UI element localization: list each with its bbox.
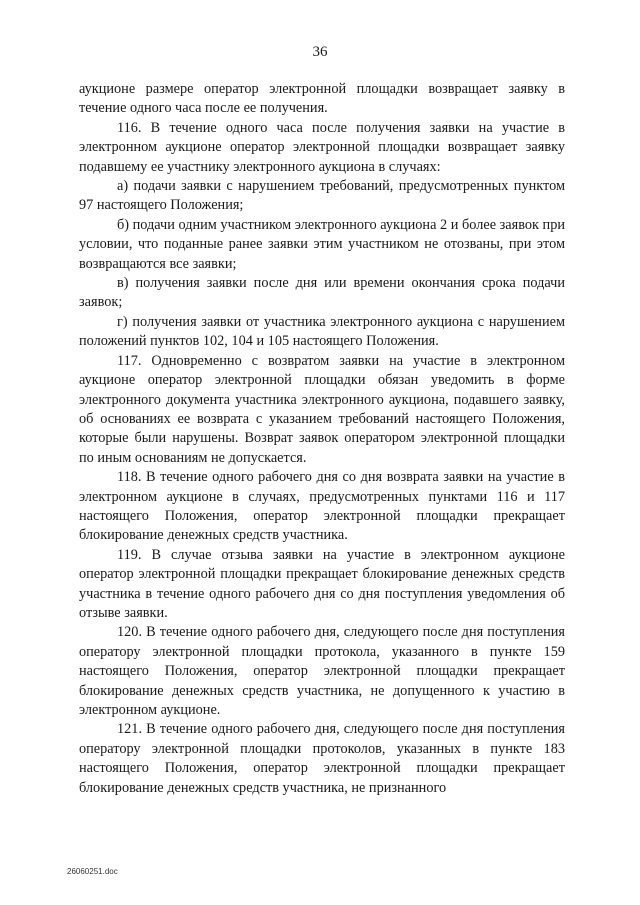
paragraph-118: 118. В течение одного рабочего дня со дня возврата заявки на участие в электронном аукционе в случаях, предусмотренных пунктами 116 и 117 настоящего Положения, оператор электронной площадки прекращает блокирование денежных средств участника.	[79, 469, 565, 544]
footer-filename: 26060251.doc	[67, 867, 118, 876]
paragraph-116-a: а) подачи заявки с нарушением требований, предусмотренных пунктом 97 настоящего Положения;	[79, 178, 565, 214]
document-body	[79, 80, 565, 798]
paragraph-120: 120. В течение одного рабочего дня, следующего после дня поступления оператору электронной площадки протокола, указанного в пункте 159 настоящего Положения, оператор электронной площадки прекращает блокирование денежных средств участника, не допущенного к участию в электронном аукционе.	[79, 624, 565, 718]
paragraph-121: 121. В течение одного рабочего дня, следующего после дня поступления оператору электронной площадки протоколов, указанных в пункте 183 настоящего Положения, оператор электронной площадки прекращает блокирование денежных средств участника, не признанного	[79, 721, 565, 796]
paragraph-continuation: аукционе размере оператор электронной площадки возвращает заявку в течение одного часа после ее получения.	[79, 81, 565, 117]
paragraph-116-g: г) получения заявки от участника электронного аукциона с нарушением положений пунктов 102, 104 и 105 настоящего Положения.	[79, 313, 565, 350]
page-number: 36	[312, 44, 328, 60]
paragraph-119: 119. В случае отзыва заявки на участие в электронном аукционе оператор электронной площадки прекращает блокирование денежных средств участника в течение одного рабочего дня со дня поступления уведомления об отзыве заявки.	[79, 546, 565, 621]
paragraph-116-b: б) подачи одним участником электронного аукциона 2 и более заявок при условии, что поданные ранее заявки этим участником не отозваны, при этом возвращаются все заявки;	[79, 216, 565, 272]
paragraph-116: 116. В течение одного часа после получения заявки на участие в электронном аукционе оператор электронной площадки возвращает заявку подавшему ее участнику электронного аукциона в случаях:	[79, 119, 565, 175]
paragraph-116-v: в) получения заявки после дня или времени окончания срока подачи заявок;	[79, 275, 565, 311]
paragraph-117: 117. Одновременно с возвратом заявки на участие в электронном аукционе оператор электронной площадки обязан уведомить в форме электронного документа участника электронного аукциона, подавшего заявку, об основаниях ее возврата с указанием требований настоящего Положения, которые были нарушены. Возврат заявок оператором электронной площадки по иным основаниям не допускается.	[79, 352, 565, 466]
